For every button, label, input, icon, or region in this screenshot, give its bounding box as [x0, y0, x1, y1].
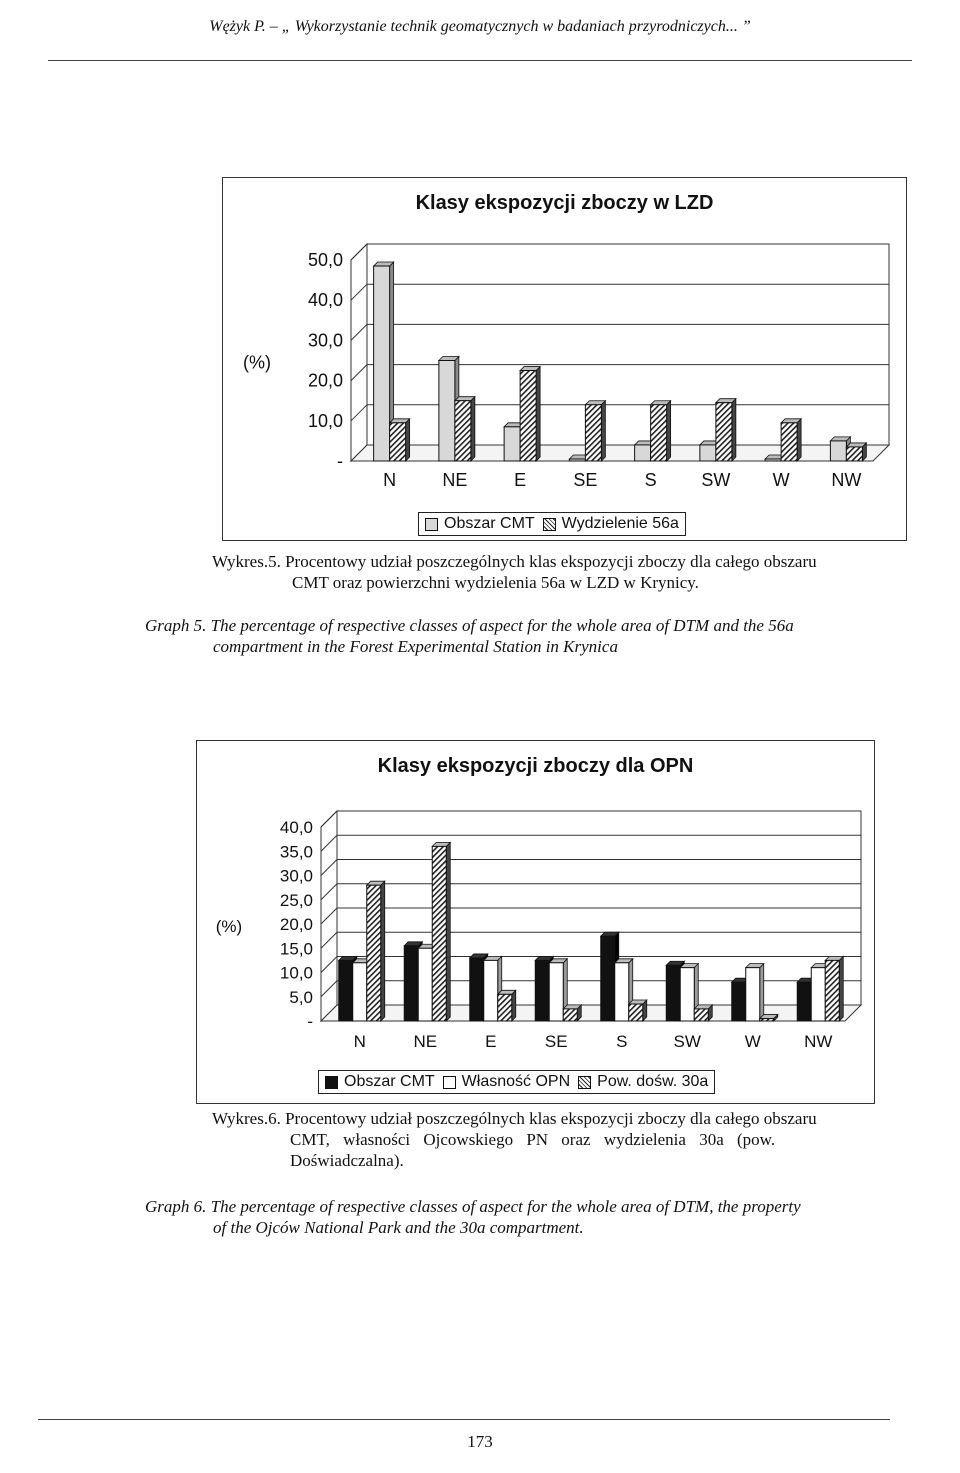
chart1-bar-top	[846, 443, 866, 447]
chart2-bar-nw-0	[797, 982, 811, 1021]
chart2-bar-w-1	[746, 968, 760, 1021]
legend-label-obszar-cmt: Obszar CMT	[444, 515, 535, 532]
chart1-y-tick-label: -	[337, 451, 343, 471]
chart1-bar-top	[716, 399, 736, 403]
legend-swatch-obszar-cmt-2	[325, 1076, 338, 1089]
chart1-bar-side	[732, 399, 736, 461]
chart-lzd-frame	[222, 177, 907, 541]
chart1-bar-se-0	[569, 459, 585, 461]
header-rule	[48, 60, 912, 61]
chart2-bar-e-1	[484, 960, 498, 1021]
legend-label-wydzielenie: Wydzielenie 56a	[561, 515, 679, 532]
chart2-bar-nw-2	[825, 960, 839, 1021]
legend-label-obszar-cmt-2: Obszar CMT	[344, 1073, 435, 1090]
chart1-bar-n-0	[374, 266, 390, 461]
chart2-y-tick-label: 15,0	[279, 939, 313, 959]
chart-opn-title: Klasy ekspozycji zboczy dla OPN	[377, 755, 694, 777]
chart1-bar-side	[601, 401, 605, 461]
chart1-bar-top	[651, 401, 671, 405]
chart2-bar-ne-1	[418, 948, 432, 1021]
chart1-y-tick-label: 20,0	[307, 370, 343, 391]
chart1-bar-nw-1	[846, 447, 862, 461]
chart1-bar-se-1	[585, 405, 601, 461]
chart1-x-tick-label: SW	[701, 470, 731, 490]
chart2-y-tick-label: 20,0	[279, 915, 313, 934]
chart1-bar-nw-0	[830, 441, 846, 461]
legend-swatch-pow-dosw	[578, 1076, 591, 1089]
chart1-bar-ne-0	[439, 361, 455, 462]
chart2-bar-sw-2	[694, 1009, 708, 1021]
chart2-bar-w-0	[732, 982, 746, 1021]
chart-opn-legend	[318, 1070, 715, 1094]
chart2-y-tick-label: 10,0	[279, 963, 313, 983]
chart2-y-tick-label: 40,0	[279, 818, 313, 837]
chart-opn-frame	[196, 740, 875, 1104]
chart1-y-tick-label: 10,0	[307, 410, 343, 431]
chart-lzd-legend	[418, 512, 686, 536]
chart1-bar-top	[781, 419, 801, 423]
chart2-floor	[321, 1005, 861, 1021]
caption-5-en-line1: Graph 5. The percentage of respective classes of aspect for the whole area of DTM and the 56a	[145, 616, 794, 635]
caption-5-pl-line1: Wykres.5. Procentowy udział poszczególnych klas ekspozycji zboczy dla całego obszaru	[212, 552, 817, 571]
footer-rule	[38, 1419, 890, 1420]
chart1-bar-side	[471, 397, 475, 461]
chart2-bar-n-1	[353, 963, 367, 1021]
chart1-bar-top	[455, 397, 475, 401]
caption-6-pl-line3: Doświadczalna).	[290, 1151, 404, 1170]
caption-6-pl-line2: CMT, własności Ojcowskiego PN oraz wydzielenia 30a (pow.	[290, 1130, 776, 1149]
chart2-bar-sw-0	[666, 965, 680, 1021]
chart2-bar-side	[760, 964, 764, 1021]
chart1-bar-top	[585, 401, 605, 405]
chart2-x-tick-label: W	[744, 1032, 761, 1051]
chart2-bar-ne-2	[432, 846, 446, 1021]
chart1-bar-e-1	[520, 371, 536, 461]
legend-swatch-obszar-cmt	[425, 518, 438, 531]
chart1-bar-top	[439, 357, 459, 361]
chart2-y-tick-label: 30,0	[279, 866, 313, 886]
caption-5-en	[145, 615, 915, 657]
caption-5-pl	[212, 551, 912, 593]
chart1-x-tick-label: SE	[573, 470, 598, 490]
chart1-bar-top	[374, 262, 394, 266]
chart2-bar-side	[381, 881, 385, 1021]
chart1-bar-top	[520, 367, 540, 371]
chart2-x-tick-label: NE	[413, 1032, 438, 1051]
chart2-x-tick-label: S	[616, 1032, 628, 1051]
chart2-x-tick-label: E	[485, 1032, 497, 1051]
chart1-x-tick-label: NW	[831, 470, 862, 490]
chart2-y-axis-label: (%)	[215, 917, 243, 936]
chart1-bar-side	[406, 419, 410, 461]
chart1-y-axis-label: (%)	[243, 352, 271, 373]
caption-6-pl-line1: Wykres.6. Procentowy udział poszczególnych klas ekspozycji zboczy dla całego obszaru	[212, 1109, 817, 1128]
legend-label-pow-dosw: Pow. dośw. 30a	[597, 1073, 709, 1090]
chart2-bar-s-0	[601, 936, 615, 1021]
chart1-y-tick-label: 50,0	[307, 250, 343, 270]
chart1-bar-side	[797, 419, 801, 461]
chart1-floor	[351, 445, 889, 461]
chart2-bar-side	[512, 990, 516, 1021]
chart2-bar-side	[446, 842, 450, 1021]
chart2-bar-se-0	[535, 960, 549, 1021]
chart1-side-wall	[351, 244, 367, 461]
chart2-bar-s-1	[615, 963, 629, 1021]
chart2-bar-se-2	[563, 1009, 577, 1021]
caption-5-en-line2: compartment in the Forest Experimental Station in Krynica	[213, 637, 618, 656]
chart2-bar-n-0	[339, 960, 353, 1021]
chart2-bar-w-2	[760, 1019, 774, 1021]
page-number: 173	[467, 1432, 493, 1451]
chart1-bar-e-0	[504, 427, 520, 461]
chart1-x-tick-label: W	[772, 470, 790, 490]
chart2-bar-ne-0	[404, 946, 418, 1021]
chart2-bar-sw-1	[680, 968, 694, 1021]
caption-6-en	[145, 1196, 915, 1238]
chart1-x-tick-label: N	[383, 470, 397, 490]
legend-swatch-wydzielenie	[543, 518, 556, 531]
chart2-y-tick-label: 35,0	[279, 842, 313, 862]
chart2-x-tick-label: N	[353, 1032, 366, 1051]
chart1-bar-n-1	[390, 423, 406, 461]
chart-opn-plot	[197, 741, 874, 1103]
chart1-x-tick-label: S	[644, 470, 657, 490]
chart2-bar-se-1	[549, 963, 563, 1021]
legend-label-wlasnosc-opn: Własność OPN	[461, 1073, 571, 1090]
chart2-y-tick-label: 5,0	[289, 987, 313, 1007]
legend-swatch-wlasnosc-opn	[443, 1076, 456, 1089]
chart1-bar-sw-1	[716, 403, 732, 461]
caption-5-pl-line2: CMT oraz powierzchni wydzielenia 56a w LZD w Krynicy.	[292, 573, 699, 592]
chart2-bar-e-2	[498, 994, 512, 1021]
chart1-bar-s-1	[651, 405, 667, 461]
chart1-bar-top	[390, 419, 410, 423]
chart1-x-tick-label: NE	[442, 470, 468, 490]
chart2-bar-n-2	[367, 885, 381, 1021]
chart2-y-tick-label: 25,0	[279, 890, 313, 910]
chart2-bar-side	[839, 956, 843, 1021]
chart2-bar-nw-1	[811, 968, 825, 1021]
chart2-bar-e-0	[470, 958, 484, 1021]
chart2-y-tick-label: -	[307, 1012, 313, 1031]
chart1-bar-ne-1	[455, 401, 471, 461]
chart1-x-tick-label: E	[514, 470, 527, 490]
caption-6-pl	[212, 1108, 912, 1171]
chart1-bar-w-1	[781, 423, 797, 461]
chart-lzd-title: Klasy ekspozycji zboczy w LZD	[415, 192, 714, 214]
running-header: Wężyk P. – „ Wykorzystanie technik geomatycznych w badaniach przyrodniczych... ”	[209, 18, 751, 35]
chart2-x-tick-label: NW	[804, 1032, 833, 1051]
chart1-bar-top	[830, 437, 850, 441]
chart1-bar-w-0	[765, 459, 781, 461]
chart1-bar-s-0	[635, 445, 651, 461]
chart1-bar-side	[536, 367, 540, 461]
chart-lzd-plot	[223, 178, 906, 540]
chart1-y-tick-label: 40,0	[307, 290, 343, 311]
chart1-bar-side	[667, 401, 671, 461]
chart2-x-tick-label: SE	[544, 1032, 568, 1051]
chart2-x-tick-label: SW	[673, 1032, 701, 1051]
chart1-bar-sw-0	[700, 445, 716, 461]
caption-6-en-line2: of the Ojców National Park and the 30a compartment.	[213, 1218, 584, 1237]
chart1-y-tick-label: 30,0	[307, 330, 343, 351]
caption-6-en-line1: Graph 6. The percentage of respective classes of aspect for the whole area of DTM, the property	[145, 1197, 801, 1216]
chart2-bar-s-2	[629, 1004, 643, 1021]
